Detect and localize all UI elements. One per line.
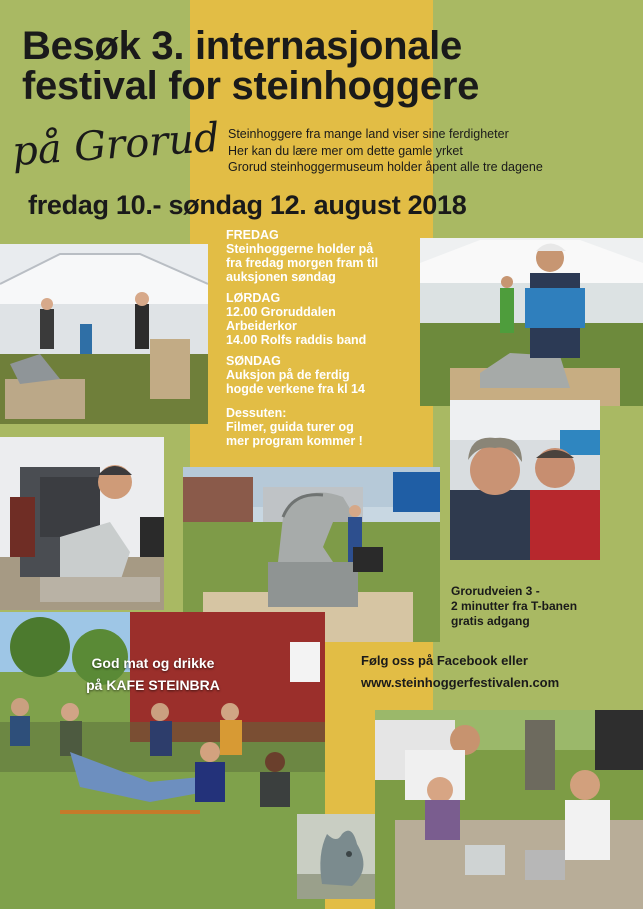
cafe-line-1: God mat og drikke <box>91 655 215 671</box>
location-info <box>451 584 577 629</box>
cafe-line-2: på KAFE STEINBRA <box>86 677 220 693</box>
location-line: gratis adgang <box>451 614 530 628</box>
saturday-heading: LØRDAG <box>226 291 281 305</box>
photo-tent-carvers <box>0 244 208 424</box>
sunday-line: hogde verkene fra kl 14 <box>226 382 365 396</box>
program-sunday <box>226 354 416 396</box>
sunday-line: Auksjon på de ferdig <box>226 368 350 382</box>
saturday-line: 14.00 Rolfs raddis band <box>226 333 367 347</box>
friday-line: Steinhoggerne holder på <box>226 242 374 256</box>
program-saturday <box>226 291 416 347</box>
festival-dates: fredag 10.- søndag 12. august 2018 <box>28 190 467 220</box>
title-line-2: festival for steinhoggere <box>22 64 480 108</box>
photo-carver-sculpting <box>0 437 164 610</box>
friday-line: fra fredag morgen fram til <box>226 256 379 270</box>
cafe-info <box>58 652 248 696</box>
location-line: 2 minutter fra T-banen <box>451 599 578 613</box>
program-friday <box>226 228 416 284</box>
saturday-line: 12.00 Groruddalen <box>226 305 336 319</box>
extra-heading: Dessuten: <box>226 406 287 420</box>
sunday-heading: SØNDAG <box>226 354 281 368</box>
extra-line: Filmer, guida turer og <box>226 420 354 434</box>
page-title <box>22 26 632 106</box>
photo-carver-cap <box>420 238 643 406</box>
intro-line-3: Grorud steinhoggermuseum holder åpent alle tre dagene <box>228 160 543 174</box>
location-line: Grorudveien 3 - <box>451 584 540 598</box>
saturday-line: Arbeiderkor <box>226 319 297 333</box>
title-line-1: Besøk 3. internasjonale <box>22 24 462 68</box>
friday-line: auksjonen søndag <box>226 270 336 284</box>
photo-children-carving <box>375 710 643 909</box>
extra-line: mer program kommer ! <box>226 434 363 448</box>
intro-text <box>228 126 543 176</box>
program-extra <box>226 406 416 448</box>
program-box <box>226 228 416 450</box>
photo-two-men <box>450 400 600 560</box>
social-line: Følg oss på Facebook eller <box>361 653 528 668</box>
intro-line-2: Her kan du lære mer om dette gamle yrket <box>228 143 463 158</box>
social-info <box>361 650 559 694</box>
script-subtitle: på Grorud <box>10 114 222 176</box>
friday-heading: FREDAG <box>226 228 279 242</box>
intro-line-1: Steinhoggere fra mange land viser sine ferdigheter <box>228 127 509 141</box>
website-link[interactable]: www.steinhoggerfestivalen.com <box>361 675 560 690</box>
